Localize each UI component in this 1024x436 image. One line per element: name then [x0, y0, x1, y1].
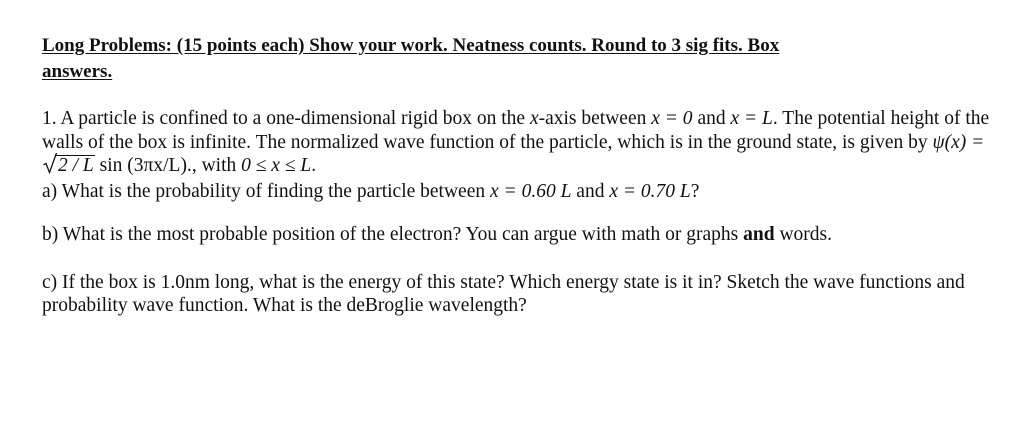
sqrt-argument: 2 / L: [58, 155, 94, 176]
document-page: [42, 33, 992, 318]
problem-intro-end: .: [311, 155, 317, 176]
radical-sign-icon: [43, 152, 57, 174]
section-heading: [42, 33, 992, 85]
problem-1-statement: [42, 107, 992, 178]
heading-line-1: Long Problems: (15 points each) Show your work. Neatness counts. Round to 3 sig fits. Box: [42, 35, 780, 56]
problem-intro-text-3: . The potential height of the walls of the box is infinite. The normalized wave function of the particle, which is in the ground state, is given by: [42, 108, 990, 153]
part-a-suffix: ?: [690, 180, 700, 202]
part-b-suffix: words.: [774, 224, 833, 245]
part-a-x2: x = 0.70 L: [609, 180, 691, 202]
part-b-question: [42, 223, 992, 247]
square-root: [43, 154, 95, 178]
part-a-and: and: [571, 180, 610, 202]
problem-intro-text-2: -axis between: [538, 108, 652, 129]
domain-expression: 0 ≤ x ≤ L: [241, 155, 312, 176]
x-variable: x: [529, 108, 539, 129]
part-a-x1: x = 0.60 L: [490, 180, 572, 202]
part-b-bold-word: and: [743, 224, 775, 245]
part-a-question: [42, 180, 992, 204]
part-b-prefix: b) What is the most probable position of the electron? You can argue with math or graphs: [42, 224, 744, 245]
part-c-question: c) If the box is 1.0nm long, what is the energy of this state? Which energy state is it in? Sketch the wave functions and probability wave function. What is the deBroglie wavelength?: [42, 271, 965, 316]
sine-expression: sin (3πx/L).: [94, 155, 192, 176]
and-word: and: [692, 108, 731, 129]
psi-expression: ψ(x) =: [932, 131, 985, 153]
upper-bound: x = L: [730, 108, 773, 129]
problem-intro-text-4: , with: [191, 155, 242, 176]
heading-line-2: answers.: [42, 61, 113, 82]
part-a-prefix: a) What is the probability of finding the particle between: [42, 180, 490, 202]
lower-bound: x = 0: [651, 108, 693, 129]
problem-intro-text-1: 1. A particle is confined to a one-dimensional rigid box on the: [42, 108, 530, 129]
